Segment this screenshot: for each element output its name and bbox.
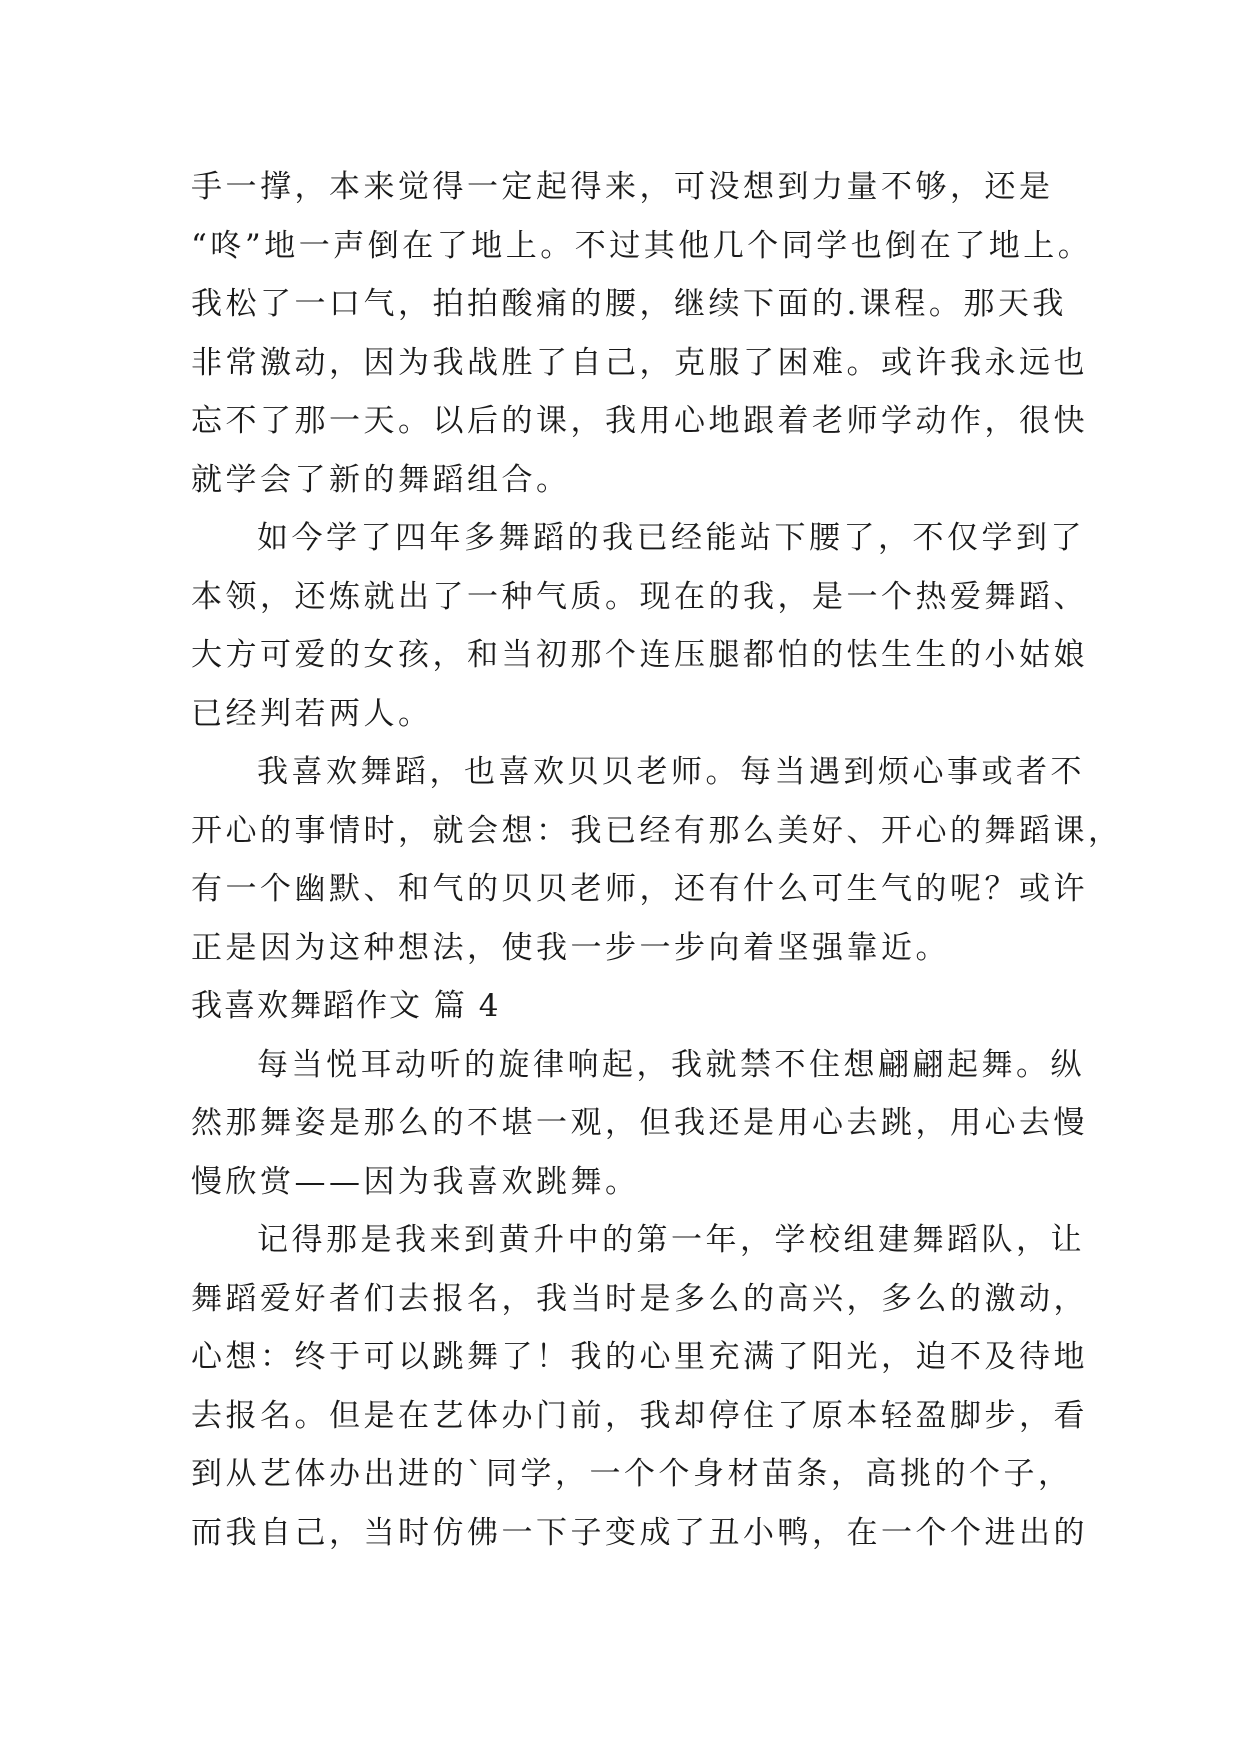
paragraph-start-line: 记得那是我来到黄升中的第一年，学校组建舞蹈队，让 bbox=[257, 1222, 1085, 1258]
text-line: 已经判若两人。 bbox=[191, 695, 433, 732]
text-line: 手一撑，本来觉得一定起得来，可没想到力量不够，还是 bbox=[191, 169, 1054, 205]
paragraph-start-line: 每当悦耳动听的旋律响起，我就禁不住想翩翩起舞。纵 bbox=[257, 1046, 1085, 1083]
text-line: 我松了一口气，拍拍酸痛的腰，继续下面的.课程。那天我 bbox=[191, 286, 1067, 322]
section-heading: 我喜欢舞蹈作文 篇 4 bbox=[191, 988, 501, 1024]
article-body bbox=[191, 158, 1123, 1562]
paragraph-start-line: 我喜欢舞蹈，也喜欢贝贝老师。每当遇到烦心事或者不 bbox=[257, 754, 1085, 790]
text-line: “咚”地一声倒在了地上。不过其他几个同学也倒在了地上。 bbox=[191, 227, 1093, 264]
text-line: 到从艺体办出进的`同学，一个个身材苗条，高挑的个子， bbox=[191, 1456, 1073, 1492]
text-line: 正是因为这种想法，使我一步一步向着坚强靠近。 bbox=[191, 929, 950, 966]
text-line: 非常激动，因为我战胜了自己，克服了困难。或许我永远也 bbox=[191, 344, 1088, 381]
text-line: 然那舞姿是那么的不堪一观，但我还是用心去跳，用心去慢 bbox=[191, 1105, 1088, 1141]
text-line: 慢欣赏——因为我喜欢跳舞。 bbox=[191, 1163, 640, 1200]
text-line: 就学会了新的舞蹈组合。 bbox=[191, 461, 571, 498]
paragraph-start-line: 如今学了四年多舞蹈的我已经能站下腰了，不仅学到了 bbox=[257, 520, 1085, 556]
text-line: 去报名。但是在艺体办门前，我却停住了原本轻盈脚步，看 bbox=[191, 1397, 1088, 1434]
text-line: 舞蹈爱好者们去报名，我当时是多么的高兴，多么的激动， bbox=[191, 1280, 1088, 1317]
text-line: 而我自己，当时仿佛一下子变成了丑小鸭，在一个个进出的 bbox=[191, 1514, 1088, 1551]
text-line: 忘不了那一天。以后的课，我用心地跟着老师学动作，很快 bbox=[191, 403, 1088, 439]
text-line: 有一个幽默、和气的贝贝老师，还有什么可生气的呢？或许 bbox=[191, 871, 1088, 907]
text-line: 心想：终于可以跳舞了！我的心里充满了阳光，迫不及待地 bbox=[191, 1339, 1088, 1375]
text-line: 本领，还炼就出了一种气质。现在的我，是一个热爱舞蹈、 bbox=[191, 578, 1088, 615]
text-line: 开心的事情时，就会想：我已经有那么美好、开心的舞蹈课， bbox=[191, 812, 1123, 849]
text-line: 大方可爱的女孩，和当初那个连压腿都怕的怯生生的小姑娘 bbox=[191, 637, 1088, 673]
